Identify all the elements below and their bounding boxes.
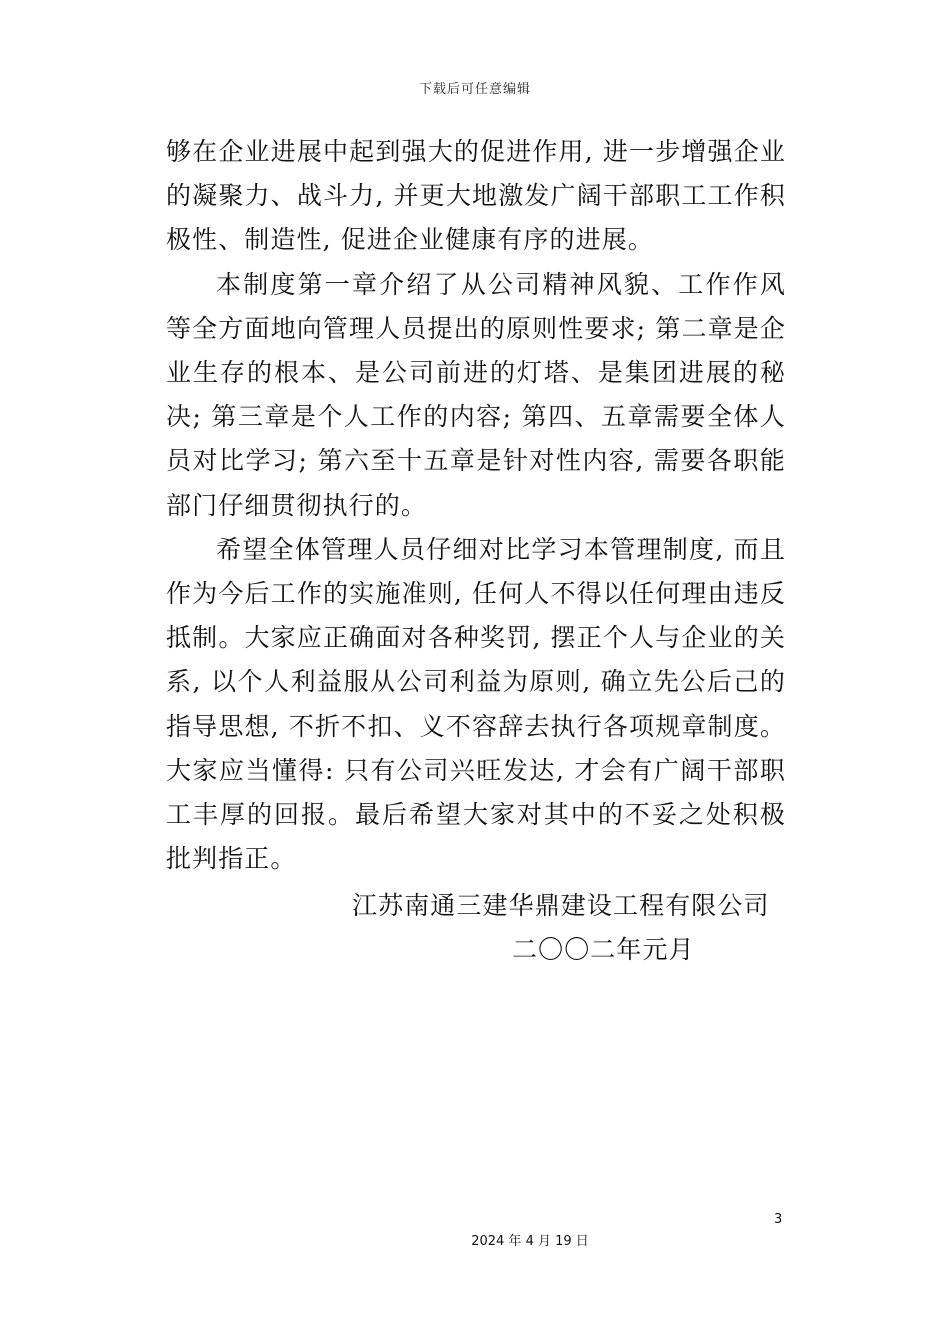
page-number: 3 [774, 1212, 783, 1227]
paragraph-expectation: 希望全体管理人员仔细对比学习本管理制度, 而且作为今后工作的实施准则, 任何人不得以任何理由违反抵制。大家应正确面对各种奖罚, 摆正个人与企业的关系, 以个人利益服从公司利益为原则, 确立先公后己的指导思想, 不折不扣、义不容辞去执行各项规章制度。大家应当懂得: 只有公司兴旺发达, 才会有广阔干部职工丰厚的回报。最后希望大家对其中的不妥之处积极批判指正。 [166, 534, 786, 874]
footer-date: 2024 年 4 月 19 日 [471, 1234, 589, 1249]
document-body [166, 130, 786, 881]
page-header: 下载后可任意编辑 [418, 82, 531, 97]
paragraph-chapter-summary: 本制度第一章介绍了从公司精神风貌、工作作风等全方面地向管理人员提出的原则性要求; 第二章是企业生存的根本、是公司前进的灯塔、是集团进展的秘决; 第三章是个人工作的内容; 第四、五章需要全体人员对比学习; 第六至十五章是针对性内容, 需要各职能部门仔细贯彻执行的。 [166, 269, 786, 520]
paragraph-continuation: 够在企业进展中起到强大的促进作用, 进一步增强企业的凝聚力、战斗力, 并更大地激发广阔干部职工工作积极性、制造性, 促进企业健康有序的进展。 [166, 137, 786, 255]
signature-date: 二〇〇二年元月 [512, 935, 695, 964]
signature-company: 江苏南通三建华鼎建设工程有限公司 [352, 891, 770, 920]
